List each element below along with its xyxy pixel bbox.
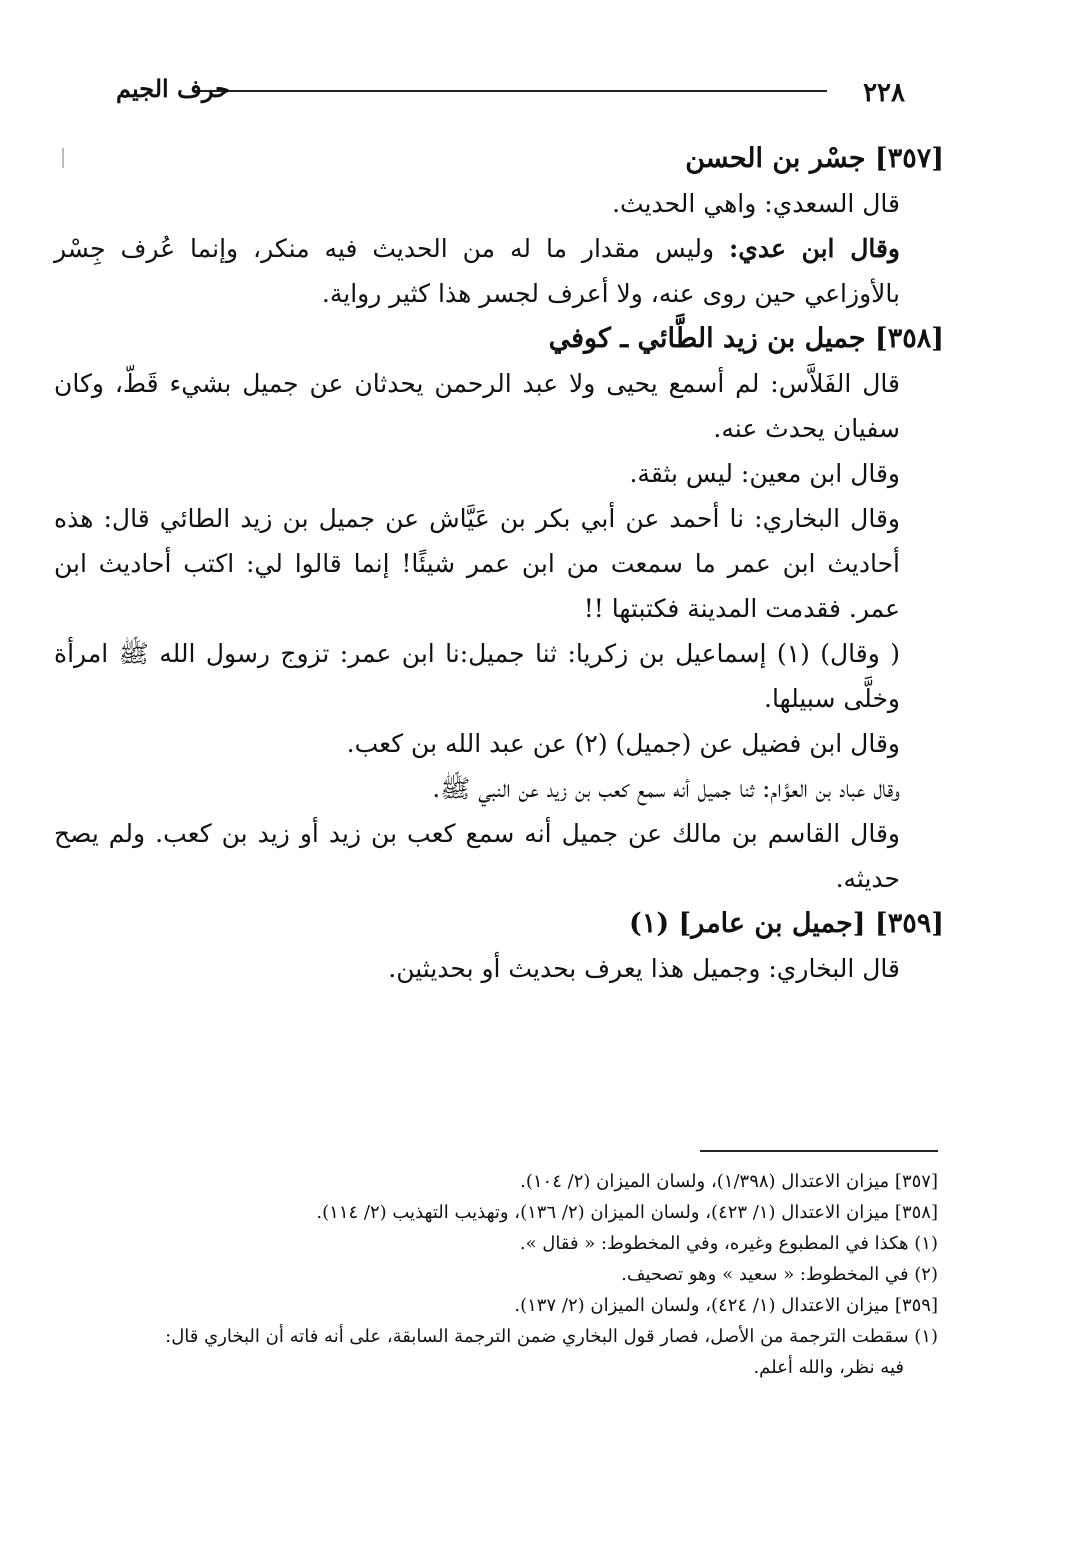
footnote: [٣٥٧] ميزان الاعتدال (١/٣٩٨)، ولسان الميزان (٢/ ١٠٤). <box>520 1171 938 1192</box>
paragraph-text: قال السعدي: واهي الحديث. <box>612 189 900 218</box>
paragraph-text: وقال عباد بن العوَّام: ثنا جميل أنه سمع كعب بن زيد عن النبي ﷺ. <box>432 774 900 803</box>
footnote: (١) هكذا في المطبوع وغيره، وفي المخطوط: « فقال ». <box>519 1233 938 1254</box>
entry-paragraph <box>54 766 944 811</box>
entry-paragraph <box>54 226 944 316</box>
footnote: (٢) في المخطوط: « سعيد » وهو تصحيف. <box>621 1264 938 1285</box>
header-rule <box>195 90 827 92</box>
footnote: (١) سقطت الترجمة من الأصل، فصار قول البخاري ضمن الترجمة السابقة، على أنه فاته أن البخاري قال: <box>165 1326 938 1347</box>
footnotes <box>48 1166 938 1383</box>
entry-heading: [٣٥٩] [جميل بن عامر] (١) <box>629 908 944 939</box>
footnote: [٣٥٨] ميزان الاعتدال (١/ ٤٢٣)، ولسان الميزان (٢/ ١٣٦)، وتهذيب التهذيب (٢/ ١١٤). <box>316 1202 938 1223</box>
entry-paragraph <box>54 181 944 226</box>
entry-paragraph <box>54 631 944 721</box>
entry-paragraph <box>54 451 944 496</box>
entry-paragraph <box>54 496 944 631</box>
main-text <box>54 136 944 991</box>
entry-heading: [٣٥٨] جميل بن زيد الطَّائي ـ كوفي <box>548 323 944 354</box>
entry-paragraph <box>54 946 944 991</box>
footnote-rule <box>700 1150 938 1152</box>
running-title: حرف الجيم <box>116 74 230 103</box>
entry-heading: [٣٥٧] جسْر بن الحسن <box>685 143 944 174</box>
entry-paragraph <box>54 361 944 451</box>
paragraph-lead: وقال ابن عدي: <box>729 234 900 263</box>
page-header <box>55 68 905 108</box>
paragraph-text: ( وقال) (١) إسماعيل بن زكريا: ثنا جميل:نا ابن عمر: تزوج رسول الله ﷺ امرأة وخلَّى سبيلها. <box>54 639 900 713</box>
footnote: فيه نظر، والله أعلم. <box>753 1357 904 1378</box>
entry-paragraph <box>54 811 944 901</box>
paragraph-text: وقال القاسم بن مالك عن جميل أنه سمع كعب بن زيد أو زيد بن كعب. ولم يصح حديثه. <box>54 819 900 893</box>
footnote: [٣٥٩] ميزان الاعتدال (١/ ٤٢٤)، ولسان الميزان (٢/ ١٣٧). <box>514 1295 938 1316</box>
paragraph-text: وقال ابن معين: ليس بثقة. <box>629 459 900 488</box>
page-number: ٢٢٨ <box>863 78 905 108</box>
paragraph-text: وقال البخاري: نا أحمد عن أبي بكر بن عَيَّاش عن جميل بن زيد الطائي قال: هذه أحاديث ابن عمر ما سمعت من ابن عمر شيئًا! إنما قالوا لي: اكتب أحاديث ابن عمر. فقدمت المدينة فكتبتها !! <box>54 504 900 623</box>
paragraph-text: قال البخاري: وجميل هذا يعرف بحديث أو بحديثين. <box>388 954 900 983</box>
paragraph-text: وليس مقدار ما له من الحديث فيه منكر، وإنما عُرف جِسْر بالأوزاعي حين روى عنه، ولا أعرف لجسر هذا كثير رواية. <box>54 234 900 308</box>
entry-paragraph <box>54 721 944 766</box>
paragraph-text: وقال ابن فضيل عن (جميل) (٢) عن عبد الله بن كعب. <box>346 729 900 758</box>
paragraph-text: قال الفَلاَّس: لم أسمع يحيى ولا عبد الرحمن يحدثان عن جميل بشيء قَطّ، وكان سفيان يحدث عنه. <box>54 369 900 443</box>
